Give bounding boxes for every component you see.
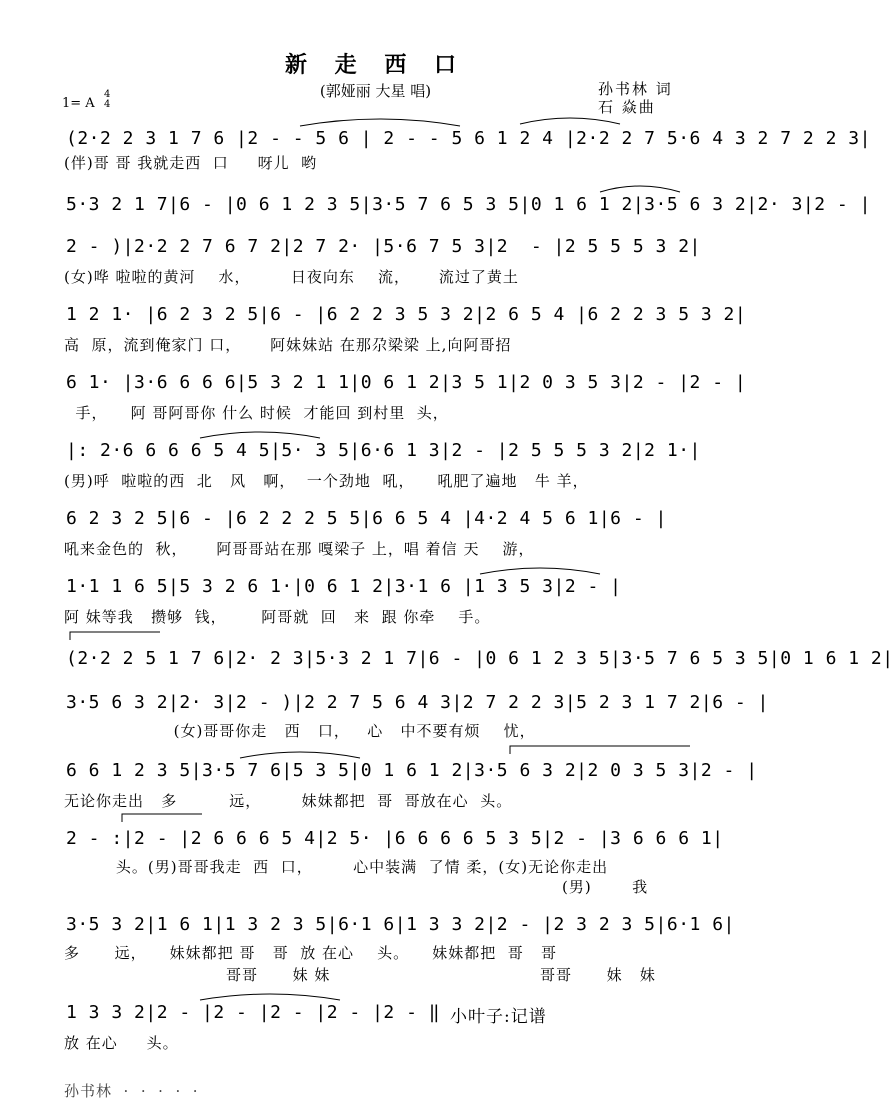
lyric-row-8: 阿 妹等我 攒够 钱， 阿哥就 回 来 跟 你牵 手。	[64, 608, 491, 626]
male-insert-lyric: (男) 我	[562, 878, 649, 896]
harmony-lyric-a: 哥哥 妹 妹	[226, 966, 331, 984]
singer-subtitle: (郭娅丽 大星 唱)	[319, 82, 432, 100]
lyric-row-6: (男)呼 啦啦的西 北 风 啊， 一个劲地 吼， 吼肥了遍地 牛 羊，	[64, 472, 589, 490]
volta-bracket-1	[70, 632, 160, 640]
time-bottom: 4	[104, 99, 111, 110]
time-top: 4	[104, 89, 111, 100]
time-signature	[104, 90, 110, 110]
score-row-8: 1·1 1 6 5|5 3 2 6 1·|0 6 1 2|3·1 6 |1 3 5 3|2 - |	[66, 576, 622, 597]
lyricist-credit: 孙书林 词	[598, 80, 673, 98]
score-row-14: 1 3 3 2|2 - |2 - |2 - |2 - |2 - ‖	[66, 1002, 441, 1023]
score-row-3: 2 - )|2·2 2 7 6 7 2|2 7 2· |5·6 7 5 3|2 - |2 5 5 5 3 2|	[66, 236, 701, 257]
song-title: 新 走 西 口	[285, 52, 466, 78]
volta-bracket-2	[122, 814, 202, 822]
score-row-4: 1 2 1· |6 2 3 2 5|6 - |6 2 2 3 5 3 2|2 6 5 4 |6 2 2 3 5 3 2|	[66, 304, 747, 325]
lyric-row-1: (伴)哥 哥 我就走西 口 呀儿 哟	[64, 154, 318, 172]
lyric-row-12: 头。(男)哥哥我走 西 口， 心中装满 了情 柔，(女)无论你走出	[64, 858, 609, 876]
lyric-row-7: 吼来金色的 秋， 阿哥哥站在那 嘎梁子 上，唱 着信 天 游，	[64, 540, 535, 558]
lyric-row-13: 多 远， 妹妹都把 哥 哥 放 在心 头。 妹妹都把 哥 哥	[64, 944, 558, 962]
lyric-row-3: (女)哗 啦啦的黄河 水， 日夜向东 流， 流过了黄土	[64, 268, 519, 286]
score-row-6: |: 2·6 6 6 6 5 4 5|5· 3 5|6·6 1 3|2 - |2 5 5 5 3 2|2 1·|	[66, 440, 701, 461]
score-row-7: 6 2 3 2 5|6 - |6 2 2 2 5 5|6 6 5 4 |4·2 4 5 6 1|6 - |	[66, 508, 667, 529]
score-row-13: 3·5 3 2|1 6 1|1 3 2 3 5|6·1 6|1 3 3 2|2 - |2 3 2 3 5|6·1 6|	[66, 914, 735, 935]
volta-bracket-1b	[510, 746, 690, 754]
composer-credit: 石 焱曲	[598, 98, 656, 116]
score-row-10: 3·5 6 3 2|2· 3|2 - )|2 2 7 5 6 4 3|2 7 2 2 3|5 2 3 1 7 2|6 - |	[66, 692, 769, 713]
score-row-1: (2·2 2 3 1 7 6 |2 - - 5 6 | 2 - - 5 6 1 2 4 |2·2 2 7 5·6 4 3 2 7 2 2 3|	[66, 128, 871, 149]
key-signature: 1= A	[62, 96, 95, 111]
score-row-2: 5·3 2 1 7|6 - |0 6 1 2 3 5|3·5 7 6 5 3 5|0 1 6 1 2|3·5 6 3 2|2· 3|2 - |	[66, 194, 871, 215]
transcriber-note: 小叶子:记谱	[450, 1007, 547, 1027]
score-row-5: 6 1· |3·6 6 6 6|5 3 2 1 1|0 6 1 2|3 5 1|2 0 3 5 3|2 - |2 - |	[66, 372, 747, 393]
harmony-lyric-b: 哥哥 妹 妹	[540, 966, 656, 984]
lyric-row-5: 手， 阿 哥阿哥你 什么 时候 才能回 到村里 头，	[64, 404, 449, 422]
score-row-11: 6 6 1 2 3 5|3·5 7 6|5 3 5|0 1 6 1 2|3·5 6 3 2|2 0 3 5 3|2 - |	[66, 760, 758, 781]
score-row-9: (2·2 2 5 1 7 6|2· 2 3|5·3 2 1 7|6 - |0 6 1 2 3 5|3·5 7 6 5 3 5|0 1 6 1 2|	[66, 648, 894, 669]
score-row-12: 2 - :|2 - |2 6 6 6 5 4|2 5· |6 6 6 6 5 3 5|2 - |3 6 6 6 1|	[66, 828, 724, 849]
lyric-row-14: 放 在心 头。	[64, 1034, 179, 1052]
lyric-row-10: (女)哥哥你走 西 口， 心 中不要有烦 忧，	[64, 722, 536, 740]
lyric-row-4: 高 原，流到俺家门 口， 阿妹妹站 在那尕梁梁 上,向阿哥招	[64, 336, 512, 354]
lyric-row-11: 无论你走出 多 远， 妹妹都把 哥 哥放在心 头。	[64, 792, 513, 810]
footnote-text: 孙书林 · · · · ·	[64, 1082, 199, 1100]
